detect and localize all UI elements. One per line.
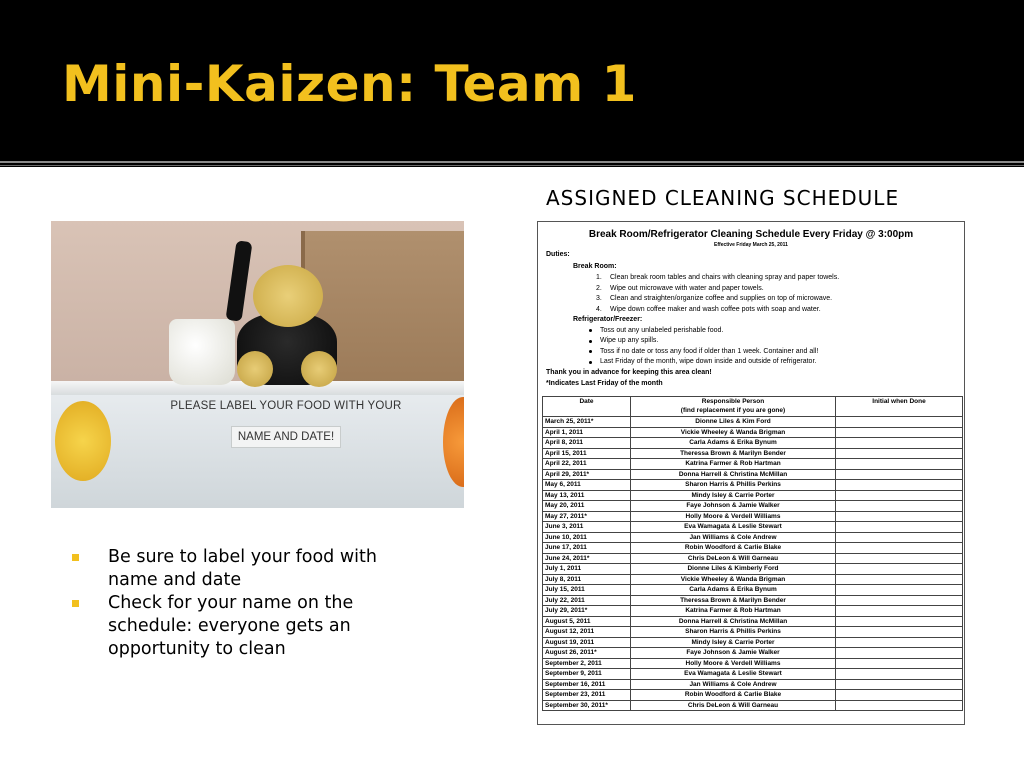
slide-title: Mini-Kaizen: Team 1 (62, 55, 637, 113)
row-initial-cell (836, 585, 963, 596)
table-row (543, 585, 963, 596)
row-responsible-person: Mindy Isley & Carrie Porter (631, 637, 836, 648)
row-responsible-person: Vickie Wheeley & Wanda Brigman (631, 427, 836, 438)
row-initial-cell (836, 480, 963, 491)
table-row (543, 669, 963, 680)
bullet-item (72, 592, 432, 661)
table-row (543, 574, 963, 585)
row-responsible-person: Mindy Isley & Carrie Porter (631, 490, 836, 501)
photo-bear-leg (301, 351, 337, 387)
table-header-row (543, 397, 963, 417)
break-room-label: Break Room: (573, 263, 617, 270)
table-row (543, 553, 963, 564)
row-date: June 17, 2011 (543, 543, 631, 554)
table-row (543, 417, 963, 428)
row-responsible-person: Theressa Brown & Marilyn Bender (631, 595, 836, 606)
row-initial-cell (836, 448, 963, 459)
row-initial-cell (836, 522, 963, 533)
row-date: June 24, 2011* (543, 553, 631, 564)
row-initial-cell (836, 553, 963, 564)
row-date: April 22, 2011 (543, 459, 631, 470)
row-initial-cell (836, 459, 963, 470)
row-responsible-person: Eva Wamagata & Leslie Stewart (631, 669, 836, 680)
row-initial-cell (836, 501, 963, 512)
row-initial-cell (836, 637, 963, 648)
row-initial-cell (836, 490, 963, 501)
photo-bear-head (253, 265, 323, 327)
row-responsible-person: Chris DeLeon & Will Garneau (631, 700, 836, 711)
person-header-line-1: Responsible Person (701, 398, 765, 405)
table-row (543, 511, 963, 522)
row-initial-cell (836, 438, 963, 449)
row-date: July 8, 2011 (543, 574, 631, 585)
row-date: July 22, 2011 (543, 595, 631, 606)
table-row (543, 501, 963, 512)
fridge-item: Toss out any unlabeled perishable food. (600, 326, 724, 334)
row-responsible-person: Katrina Farmer & Rob Hartman (631, 606, 836, 617)
row-date: April 15, 2011 (543, 448, 631, 459)
photo-bear-leg (237, 351, 273, 387)
row-date: April 8, 2011 (543, 438, 631, 449)
doc-subtitle: Effective Friday March 25, 2011 (714, 242, 788, 248)
date-column-header: Date (543, 397, 631, 417)
row-date: May 20, 2011 (543, 501, 631, 512)
item-number: 4. (596, 305, 602, 313)
schedule-table-body (543, 417, 963, 711)
row-initial-cell (836, 532, 963, 543)
row-responsible-person: Katrina Farmer & Rob Hartman (631, 459, 836, 470)
row-responsible-person: Chris DeLeon & Will Garneau (631, 553, 836, 564)
row-responsible-person: Vickie Wheeley & Wanda Brigman (631, 574, 836, 585)
person-header-line-2: (find replacement if you are gone) (680, 407, 786, 414)
row-responsible-person: Dionne Liles & Kim Ford (631, 417, 836, 428)
table-row (543, 627, 963, 638)
row-date: September 30, 2011* (543, 700, 631, 711)
row-date: September 9, 2011 (543, 669, 631, 680)
last-friday-note: *Indicates Last Friday of the month (546, 379, 663, 387)
bullet-text: Check for your name on the schedule: everyone gets an opportunity to clean (108, 593, 354, 659)
row-responsible-person: Eva Wamagata & Leslie Stewart (631, 522, 836, 533)
row-date: June 3, 2011 (543, 522, 631, 533)
title-divider (0, 161, 1024, 163)
row-initial-cell (836, 511, 963, 522)
row-initial-cell (836, 574, 963, 585)
break-room-item: Clean break room tables and chairs with cleaning spray and paper towels. (610, 274, 840, 281)
row-responsible-person: Faye Johnson & Jamie Walker (631, 648, 836, 659)
row-responsible-person: Dionne Liles & Kimberly Ford (631, 564, 836, 575)
row-initial-cell (836, 564, 963, 575)
row-responsible-person: Theressa Brown & Marilyn Bender (631, 448, 836, 459)
row-initial-cell (836, 690, 963, 701)
photo-cup (169, 319, 235, 385)
row-date: August 19, 2011 (543, 637, 631, 648)
row-date: July 29, 2011* (543, 606, 631, 617)
row-initial-cell (836, 417, 963, 428)
bullet-square-icon (72, 600, 79, 607)
row-initial-cell (836, 469, 963, 480)
sign-line-1: PLEASE LABEL YOUR FOOD WITH YOUR (170, 400, 402, 412)
fridge-item: Last Friday of the month, wipe down inside and outside of refrigerator. (600, 358, 817, 365)
table-row (543, 469, 963, 480)
bullet-list (72, 546, 432, 661)
table-row (543, 595, 963, 606)
row-responsible-person: Jan Williams & Cole Andrew (631, 679, 836, 690)
table-row (543, 438, 963, 449)
fridge-item: Wipe up any spills. (600, 337, 659, 344)
row-initial-cell (836, 669, 963, 680)
row-date: April 29, 2011* (543, 469, 631, 480)
table-row (543, 616, 963, 627)
photo-magnet-left (55, 401, 111, 481)
schedule-table (542, 396, 963, 711)
row-date: May 27, 2011* (543, 511, 631, 522)
row-date: September 16, 2011 (543, 679, 631, 690)
row-date: March 25, 2011* (543, 417, 631, 428)
title-divider-thin (0, 165, 1024, 166)
table-row (543, 648, 963, 659)
break-room-item: Clean and straighten/organize coffee and supplies on top of microwave. (610, 295, 833, 302)
title-bar (0, 0, 1024, 160)
row-initial-cell (836, 616, 963, 627)
table-row (543, 658, 963, 669)
bullet-square-icon (72, 554, 79, 561)
row-initial-cell (836, 679, 963, 690)
fridge-item: Toss if no date or toss any food if older than 1 week. Container and all! (600, 347, 819, 355)
item-number: 3. (596, 295, 602, 302)
row-date: May 6, 2011 (543, 480, 631, 491)
thanks-note: Thank you in advance for keeping this area clean! (546, 369, 712, 376)
schedule-heading: ASSIGNED CLEANING SCHEDULE (546, 186, 900, 210)
table-row (543, 459, 963, 470)
row-responsible-person: Holly Moore & Verdell Williams (631, 511, 836, 522)
row-initial-cell (836, 700, 963, 711)
row-date: August 12, 2011 (543, 627, 631, 638)
bullet-dot-icon (589, 361, 592, 364)
row-responsible-person: Robin Woodford & Carlie Blake (631, 543, 836, 554)
row-date: August 5, 2011 (543, 616, 631, 627)
bullet-dot-icon (589, 340, 592, 343)
table-row (543, 564, 963, 575)
row-date: August 26, 2011* (543, 648, 631, 659)
row-responsible-person: Sharon Harris & Phillis Perkins (631, 480, 836, 491)
row-responsible-person: Holly Moore & Verdell Williams (631, 658, 836, 669)
table-row (543, 427, 963, 438)
person-column-header (631, 397, 836, 417)
doc-title: Break Room/Refrigerator Cleaning Schedule Every Friday @ 3:00pm (588, 229, 914, 240)
item-number: 1. (596, 274, 602, 281)
cleaning-schedule-document (537, 221, 965, 725)
row-initial-cell (836, 595, 963, 606)
label-food-sign (151, 396, 421, 456)
bullet-dot-icon (589, 329, 592, 332)
row-initial-cell (836, 627, 963, 638)
table-row (543, 690, 963, 701)
row-initial-cell (836, 658, 963, 669)
table-row (543, 532, 963, 543)
table-row (543, 448, 963, 459)
bullet-item (72, 546, 432, 592)
initial-column-header: Initial when Done (836, 397, 963, 417)
table-row (543, 606, 963, 617)
item-number: 2. (596, 284, 602, 292)
duties-label: Duties: (546, 251, 570, 258)
table-row (543, 522, 963, 533)
row-initial-cell (836, 427, 963, 438)
row-date: September 23, 2011 (543, 690, 631, 701)
row-date: July 1, 2011 (543, 564, 631, 575)
table-row (543, 700, 963, 711)
row-date: July 15, 2011 (543, 585, 631, 596)
row-initial-cell (836, 543, 963, 554)
row-responsible-person: Donna Harrell & Christina McMillan (631, 616, 836, 627)
row-date: April 1, 2011 (543, 427, 631, 438)
table-row (543, 490, 963, 501)
row-responsible-person: Carla Adams & Erika Bynum (631, 585, 836, 596)
row-date: June 10, 2011 (543, 532, 631, 543)
break-room-item: Wipe out microwave with water and paper towels. (610, 284, 764, 292)
table-row (543, 543, 963, 554)
row-responsible-person: Sharon Harris & Phillis Perkins (631, 627, 836, 638)
row-responsible-person: Donna Harrell & Christina McMillan (631, 469, 836, 480)
row-date: May 13, 2011 (543, 490, 631, 501)
row-responsible-person: Robin Woodford & Carlie Blake (631, 690, 836, 701)
table-row (543, 480, 963, 491)
sign-line-2: NAME AND DATE! (231, 426, 341, 448)
row-initial-cell (836, 606, 963, 617)
table-row (543, 679, 963, 690)
row-initial-cell (836, 648, 963, 659)
bullet-text: Be sure to label your food with name and date (108, 547, 377, 590)
row-responsible-person: Jan Williams & Cole Andrew (631, 532, 836, 543)
row-date: September 2, 2011 (543, 658, 631, 669)
break-room-item: Wipe down coffee maker and wash coffee pots with soap and water. (610, 305, 821, 313)
row-responsible-person: Carla Adams & Erika Bynum (631, 438, 836, 449)
table-row (543, 637, 963, 648)
fridge-label: Refrigerator/Freezer: (573, 316, 643, 323)
fridge-photo (51, 221, 464, 508)
row-responsible-person: Faye Johnson & Jamie Walker (631, 501, 836, 512)
bullet-dot-icon (589, 350, 592, 353)
